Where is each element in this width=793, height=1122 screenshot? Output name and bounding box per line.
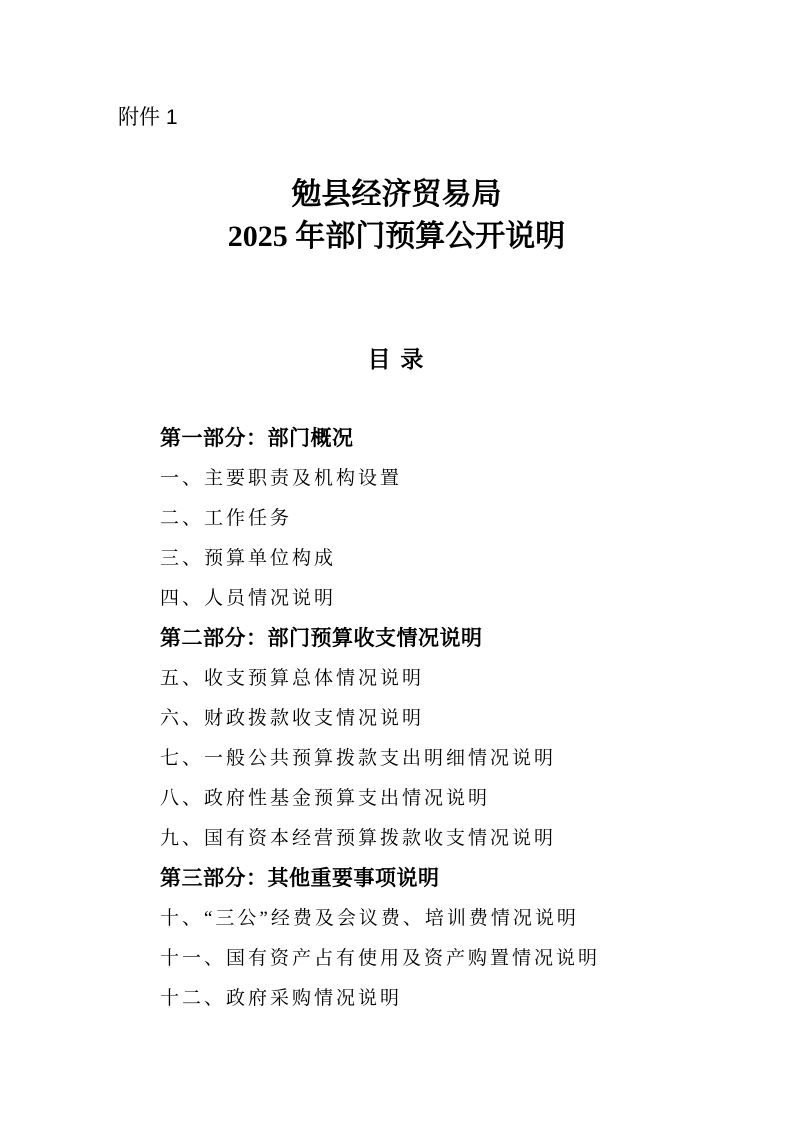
toc-item: 五、收支预算总体情况说明: [160, 668, 425, 689]
toc-item: 三、预算单位构成: [160, 548, 337, 569]
toc-section-heading: 第三部分：其他重要事项说明: [160, 867, 440, 890]
toc-item: 十一、国有资产占有使用及资产购置情况说明: [160, 948, 601, 969]
toc-item: 九、国有资本经营预算拨款收支情况说明: [160, 828, 557, 849]
toc-section-heading: 第二部分：部门预算收支情况说明: [160, 627, 483, 650]
toc-item: 七、一般公共预算拨款支出明细情况说明: [160, 748, 557, 769]
toc-list: [160, 419, 600, 1019]
document-title-line-2: 2025 年部门预算公开说明: [227, 220, 566, 253]
toc-heading: 目 录: [367, 347, 426, 372]
toc-item: 二、工作任务: [160, 508, 293, 529]
document-title: [0, 174, 793, 258]
toc-item: 一、主要职责及机构设置: [160, 468, 403, 489]
document-title-line-1: 勉县经济贸易局: [291, 178, 502, 211]
toc-item: 六、财政拨款收支情况说明: [160, 708, 425, 729]
attachment-label: 附件 1: [118, 106, 178, 129]
toc-item: 十二、政府采购情况说明: [160, 988, 403, 1009]
toc-item: 十、“三公”经费及会议费、培训费情况说明: [160, 908, 579, 929]
toc-item: 八、政府性基金预算支出情况说明: [160, 788, 491, 809]
toc-section-heading: 第一部分：部门概况: [160, 427, 354, 450]
toc-item: 四、人员情况说明: [160, 588, 337, 609]
